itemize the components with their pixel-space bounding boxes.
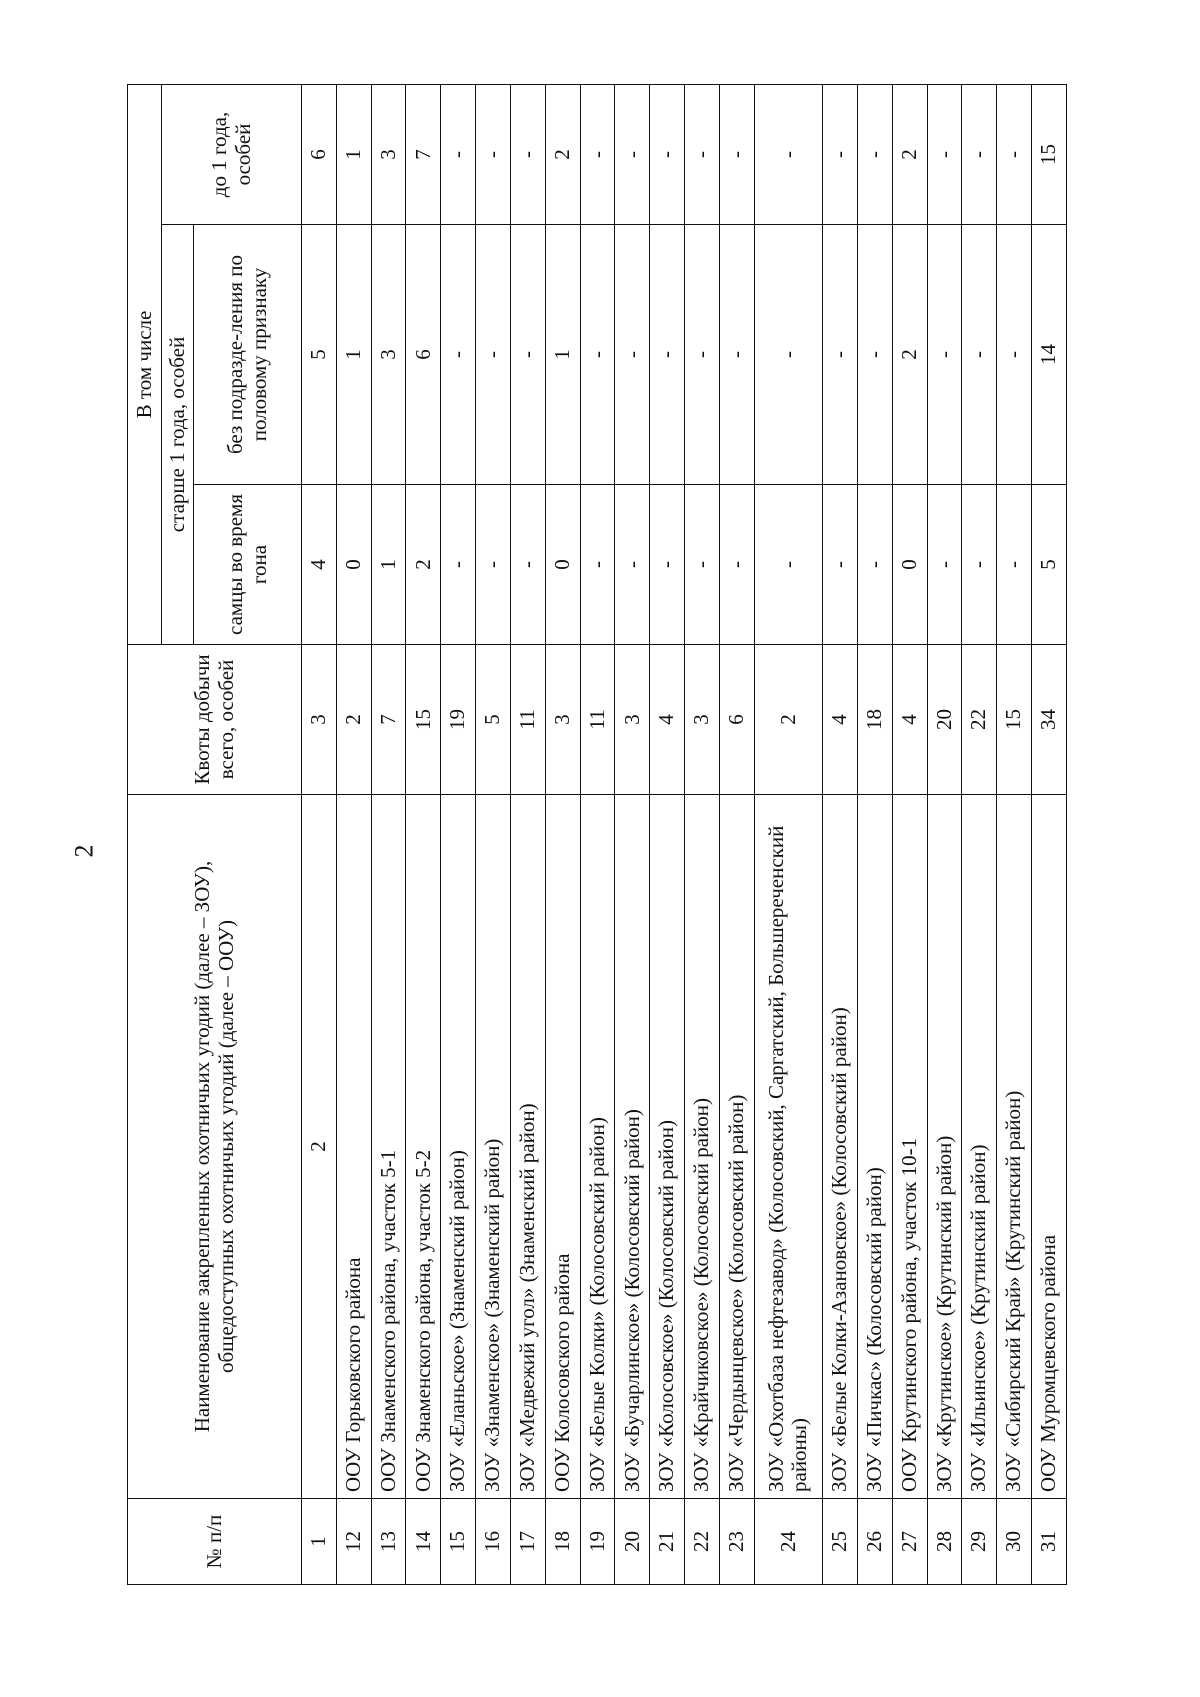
row-quota: 22 bbox=[962, 645, 997, 795]
row-num: 27 bbox=[892, 1499, 927, 1585]
table-row bbox=[545, 84, 580, 1584]
row-num: 31 bbox=[1031, 1499, 1066, 1585]
row-young: - bbox=[857, 84, 892, 224]
row-quota: 15 bbox=[997, 645, 1032, 795]
row-males: - bbox=[962, 485, 997, 645]
column-number: 6 bbox=[302, 84, 337, 224]
row-males: 0 bbox=[892, 485, 927, 645]
header-num: № п/п bbox=[128, 1499, 302, 1585]
row-males: 0 bbox=[336, 485, 371, 645]
row-quota: 11 bbox=[580, 645, 615, 795]
row-young: - bbox=[510, 84, 545, 224]
row-quota: 34 bbox=[1031, 645, 1066, 795]
row-name: ЗОУ «Крайчиковское» (Колосовский район) bbox=[685, 795, 720, 1499]
row-males: - bbox=[997, 485, 1032, 645]
row-young: - bbox=[962, 84, 997, 224]
table-body bbox=[302, 84, 1067, 1584]
table-row bbox=[892, 84, 927, 1584]
row-name: ЗОУ «Охотбаза нефтезавод» (Колосовский, Саргатский, Большереченский районы) bbox=[754, 795, 822, 1499]
row-young: - bbox=[823, 84, 858, 224]
row-num: 14 bbox=[406, 1499, 441, 1585]
row-nosex: 3 bbox=[371, 225, 406, 485]
row-young: - bbox=[650, 84, 685, 224]
header-older: старше 1 года, особей bbox=[162, 225, 194, 645]
page-number: 2 bbox=[69, 844, 99, 858]
row-num: 26 bbox=[857, 1499, 892, 1585]
row-quota: 4 bbox=[823, 645, 858, 795]
table-row bbox=[719, 84, 754, 1584]
row-name: ООУ Колосовского района bbox=[545, 795, 580, 1499]
row-quota: 3 bbox=[545, 645, 580, 795]
column-number: 4 bbox=[302, 485, 337, 645]
row-name: ЗОУ «Медвежий угол» (Знаменский район) bbox=[510, 795, 545, 1499]
row-young: - bbox=[476, 84, 511, 224]
row-quota: 11 bbox=[510, 645, 545, 795]
row-young: - bbox=[754, 84, 822, 224]
row-nosex: - bbox=[962, 225, 997, 485]
row-name: ЗОУ «Еланьское» (Знаменский район) bbox=[441, 795, 476, 1499]
row-num: 29 bbox=[962, 1499, 997, 1585]
table-row bbox=[580, 84, 615, 1584]
row-num: 20 bbox=[615, 1499, 650, 1585]
row-name: ЗОУ «Ильинское» (Крутинский район) bbox=[962, 795, 997, 1499]
row-males: 2 bbox=[406, 485, 441, 645]
row-num: 25 bbox=[823, 1499, 858, 1585]
row-num: 22 bbox=[685, 1499, 720, 1585]
row-males: - bbox=[685, 485, 720, 645]
row-males: - bbox=[615, 485, 650, 645]
row-young: 1 bbox=[336, 84, 371, 224]
row-nosex: 6 bbox=[406, 225, 441, 485]
row-nosex: - bbox=[857, 225, 892, 485]
row-nosex: - bbox=[510, 225, 545, 485]
row-num: 13 bbox=[371, 1499, 406, 1585]
row-quota: 2 bbox=[336, 645, 371, 795]
row-quota: 20 bbox=[927, 645, 962, 795]
row-males: - bbox=[857, 485, 892, 645]
row-nosex: - bbox=[754, 225, 822, 485]
row-young: - bbox=[927, 84, 962, 224]
table-row bbox=[823, 84, 858, 1584]
row-num: 23 bbox=[719, 1499, 754, 1585]
row-num: 21 bbox=[650, 1499, 685, 1585]
row-young: 7 bbox=[406, 84, 441, 224]
header-quota: Квоты добычи всего, особей bbox=[128, 645, 302, 795]
row-name: ООУ Горьковского района bbox=[336, 795, 371, 1499]
column-number: 3 bbox=[302, 645, 337, 795]
row-nosex: - bbox=[719, 225, 754, 485]
row-quota: 2 bbox=[754, 645, 822, 795]
table-row bbox=[997, 84, 1032, 1584]
table-row bbox=[962, 84, 997, 1584]
row-nosex: - bbox=[615, 225, 650, 485]
row-quota: 19 bbox=[441, 645, 476, 795]
table-row bbox=[406, 84, 441, 1584]
row-young: 3 bbox=[371, 84, 406, 224]
row-young: - bbox=[615, 84, 650, 224]
row-young: - bbox=[685, 84, 720, 224]
row-num: 12 bbox=[336, 1499, 371, 1585]
header-nosex: без подразде-ления по половому признаку bbox=[194, 225, 302, 485]
table-row bbox=[371, 84, 406, 1584]
table-row bbox=[510, 84, 545, 1584]
table-row bbox=[1031, 84, 1066, 1584]
header-males: самцы во время гона bbox=[194, 485, 302, 645]
row-quota: 5 bbox=[476, 645, 511, 795]
row-males: - bbox=[476, 485, 511, 645]
row-young: - bbox=[997, 84, 1032, 224]
row-name: ООУ Знаменского района, участок 5-2 bbox=[406, 795, 441, 1499]
row-name: ЗОУ «Знаменское» (Знаменский район) bbox=[476, 795, 511, 1499]
header-young: до 1 года, особей bbox=[162, 84, 302, 224]
row-males: - bbox=[580, 485, 615, 645]
row-name: ЗОУ «Колосовское» (Колосовский район) bbox=[650, 795, 685, 1499]
row-num: 17 bbox=[510, 1499, 545, 1585]
row-quota: 4 bbox=[892, 645, 927, 795]
table-row bbox=[754, 84, 822, 1584]
row-males: 5 bbox=[1031, 485, 1066, 645]
row-young: - bbox=[719, 84, 754, 224]
row-nosex: - bbox=[650, 225, 685, 485]
row-name: ЗОУ «Пичкас» (Колосовский район) bbox=[857, 795, 892, 1499]
row-num: 18 bbox=[545, 1499, 580, 1585]
column-number: 5 bbox=[302, 225, 337, 485]
row-quota: 6 bbox=[719, 645, 754, 795]
row-males: - bbox=[754, 485, 822, 645]
row-nosex: - bbox=[476, 225, 511, 485]
column-number-row bbox=[302, 84, 337, 1584]
row-num: 15 bbox=[441, 1499, 476, 1585]
row-males: - bbox=[719, 485, 754, 645]
row-nosex: - bbox=[441, 225, 476, 485]
quota-table bbox=[127, 84, 1067, 1585]
row-males: - bbox=[441, 485, 476, 645]
row-quota: 3 bbox=[685, 645, 720, 795]
row-nosex: 2 bbox=[892, 225, 927, 485]
row-nosex: - bbox=[823, 225, 858, 485]
row-males: - bbox=[823, 485, 858, 645]
row-males: - bbox=[650, 485, 685, 645]
row-name: ЗОУ «Сибирский Край» (Крутинский район) bbox=[997, 795, 1032, 1499]
table-row bbox=[857, 84, 892, 1584]
table-row bbox=[615, 84, 650, 1584]
row-young: 2 bbox=[892, 84, 927, 224]
row-name: ЗОУ «Белые Колки» (Колосовский район) bbox=[580, 795, 615, 1499]
row-young: - bbox=[580, 84, 615, 224]
row-num: 24 bbox=[754, 1499, 822, 1585]
row-num: 30 bbox=[997, 1499, 1032, 1585]
row-males: - bbox=[510, 485, 545, 645]
header-name: Наименование закрепленных охотничьих угодий (далее – ЗОУ), общедоступных охотничьих угодий (далее – ООУ) bbox=[128, 795, 302, 1499]
row-young: - bbox=[441, 84, 476, 224]
column-number: 2 bbox=[302, 795, 337, 1499]
row-young: 15 bbox=[1031, 84, 1066, 224]
row-num: 16 bbox=[476, 1499, 511, 1585]
table-row bbox=[336, 84, 371, 1584]
row-males: 1 bbox=[371, 485, 406, 645]
row-name: ЗОУ «Белые Колки-Азановское» (Колосовский район) bbox=[823, 795, 858, 1499]
row-num: 28 bbox=[927, 1499, 962, 1585]
table-row bbox=[476, 84, 511, 1584]
table-row bbox=[927, 84, 962, 1584]
row-quota: 3 bbox=[615, 645, 650, 795]
row-name: ООУ Муромцевского района bbox=[1031, 795, 1066, 1499]
header-incl: В том числе bbox=[128, 84, 162, 644]
row-name: ЗОУ «Чердынцевское» (Колосовский район) bbox=[719, 795, 754, 1499]
row-young: 2 bbox=[545, 84, 580, 224]
row-name: ЗОУ «Бучарлинское» (Колосовский район) bbox=[615, 795, 650, 1499]
row-males: 0 bbox=[545, 485, 580, 645]
row-quota: 4 bbox=[650, 645, 685, 795]
row-males: - bbox=[927, 485, 962, 645]
table-row bbox=[685, 84, 720, 1584]
row-nosex: - bbox=[927, 225, 962, 485]
row-nosex: 14 bbox=[1031, 225, 1066, 485]
row-name: ООУ Знаменского района, участок 5-1 bbox=[371, 795, 406, 1499]
rotated-table-container bbox=[127, 85, 1067, 1585]
table-row bbox=[441, 84, 476, 1584]
row-quota: 18 bbox=[857, 645, 892, 795]
row-nosex: 1 bbox=[336, 225, 371, 485]
table-row bbox=[650, 84, 685, 1584]
row-quota: 7 bbox=[371, 645, 406, 795]
column-number: 1 bbox=[302, 1499, 337, 1585]
row-nosex: - bbox=[580, 225, 615, 485]
row-nosex: - bbox=[685, 225, 720, 485]
row-nosex: - bbox=[997, 225, 1032, 485]
row-quota: 15 bbox=[406, 645, 441, 795]
row-name: ООУ Крутинского района, участок 10-1 bbox=[892, 795, 927, 1499]
row-nosex: 1 bbox=[545, 225, 580, 485]
row-name: ЗОУ «Крутинское» (Крутинский район) bbox=[927, 795, 962, 1499]
row-num: 19 bbox=[580, 1499, 615, 1585]
